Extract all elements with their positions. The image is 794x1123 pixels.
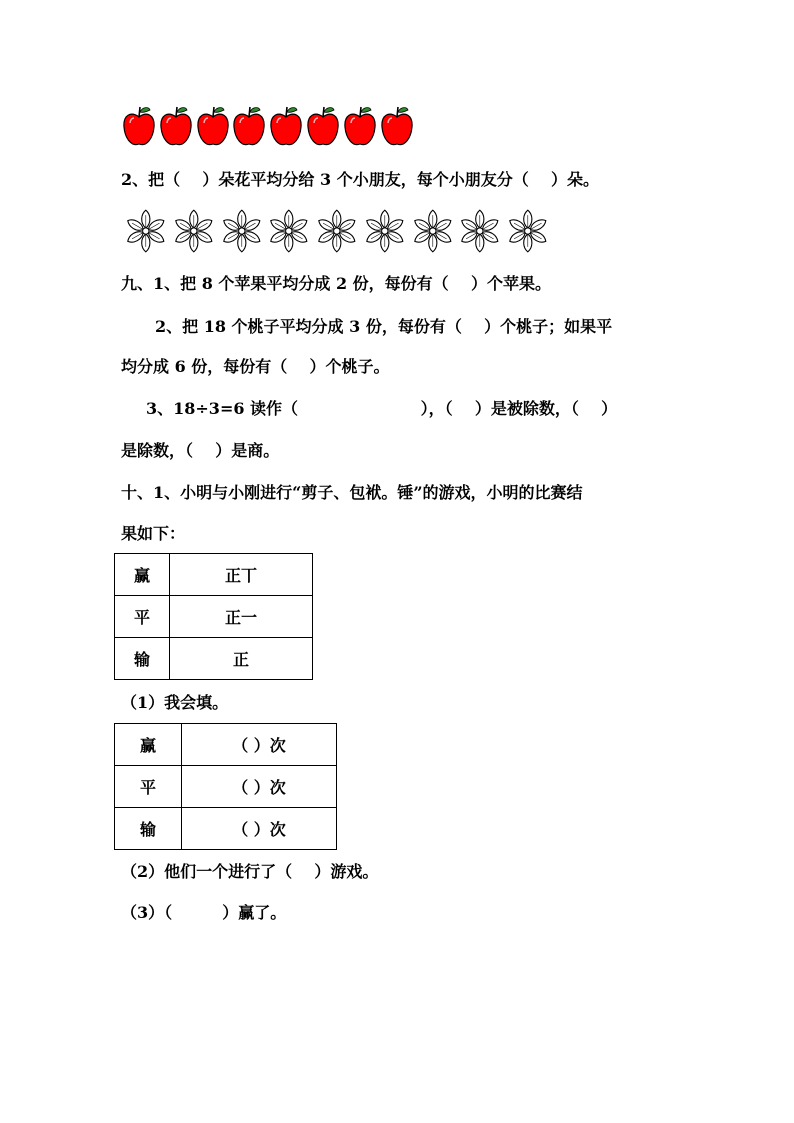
flower-icon xyxy=(172,208,216,254)
apple-icon xyxy=(121,103,157,149)
fill-table xyxy=(114,723,337,850)
question-10-line-1: 十、1、小明与小刚进行“剪子、包袱。锤”的游戏，小明的比赛结 xyxy=(121,483,583,502)
flower-icon xyxy=(411,208,455,254)
apple-icon xyxy=(268,103,304,149)
fill-row xyxy=(115,724,337,766)
tally-label: 赢 xyxy=(115,554,170,596)
tally-row xyxy=(115,554,313,596)
flower-icon xyxy=(315,208,359,254)
tally-row xyxy=(115,638,313,680)
flower-icon xyxy=(458,208,502,254)
question-9-line-4: 3、18÷3=6 读作（ ），（ ）是被除数，（ ） xyxy=(146,399,618,418)
flowers-row xyxy=(124,208,554,256)
tally-label: 输 xyxy=(115,638,170,680)
apple-icon xyxy=(305,103,341,149)
fill-value: （ ）次 xyxy=(182,724,337,766)
question-10-line-2: 果如下： xyxy=(121,524,186,543)
fill-label: 赢 xyxy=(115,724,182,766)
tally-value: 正一 xyxy=(170,596,313,638)
flower-icon xyxy=(363,208,407,254)
question-10-sub-3: （3）（ ）赢了。 xyxy=(121,903,287,922)
question-9-line-3: 均分成 6 份，每份有（ ）个桃子。 xyxy=(121,357,390,376)
question-9-line-5: 是除数，（ ）是商。 xyxy=(121,441,280,460)
apples-row xyxy=(121,103,416,149)
apple-icon xyxy=(231,103,267,149)
question-2-line: 2、把（ ）朵花平均分给 3 个小朋友，每个小朋友分（ ）朵。 xyxy=(121,170,599,189)
apple-icon xyxy=(158,103,194,149)
fill-label: 输 xyxy=(115,808,182,850)
tally-value: 正丅 xyxy=(170,554,313,596)
flower-icon xyxy=(506,208,550,254)
question-10-sub-2: （2）他们一个进行了（ ）游戏。 xyxy=(121,862,379,881)
tally-row xyxy=(115,596,313,638)
flower-icon xyxy=(220,208,264,254)
tally-label: 平 xyxy=(115,596,170,638)
apple-icon xyxy=(342,103,378,149)
fill-row xyxy=(115,766,337,808)
question-9-line-1: 九、1、把 8 个苹果平均分成 2 份，每份有（ ）个苹果。 xyxy=(121,274,551,293)
tally-table xyxy=(114,553,313,680)
tally-value: 正 xyxy=(170,638,313,680)
question-10-sub-1: （1）我会填。 xyxy=(121,693,229,712)
flower-icon xyxy=(267,208,311,254)
apple-icon xyxy=(195,103,231,149)
fill-value: （ ）次 xyxy=(182,766,337,808)
flower-icon xyxy=(124,208,168,254)
fill-value: （ ）次 xyxy=(182,808,337,850)
question-9-line-2: 2、把 18 个桃子平均分成 3 份，每份有（ ）个桃子；如果平 xyxy=(155,317,613,336)
fill-label: 平 xyxy=(115,766,182,808)
fill-row xyxy=(115,808,337,850)
apple-icon xyxy=(379,103,415,149)
